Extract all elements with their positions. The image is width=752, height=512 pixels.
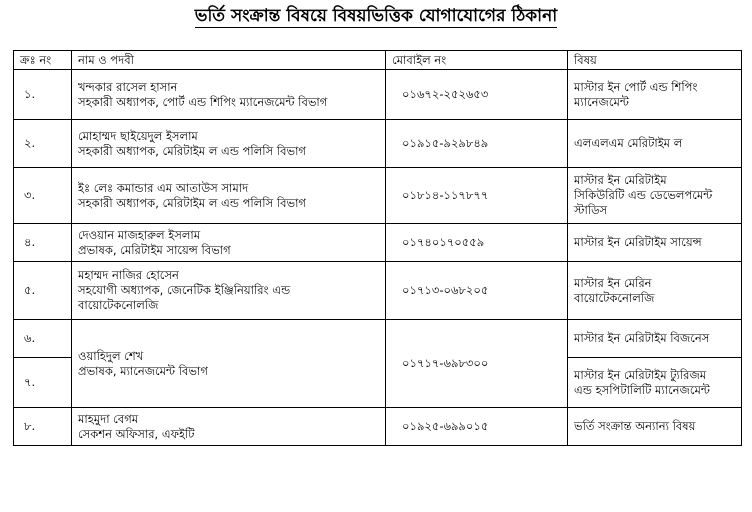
serial-cell: ২.: [14, 120, 72, 168]
subject-line: সিকিউরিটি এন্ড ডেভেলপমেন্ট: [574, 188, 713, 202]
mobile-cell: ০১৯১৫-৯২৯৮৪৯: [386, 120, 568, 168]
contact-table: [13, 50, 742, 446]
name-cell: [72, 70, 386, 120]
person-name: খন্দকার রাসেল হাসান: [78, 79, 178, 94]
designation: সহকারী অধ্যাপক, মেরিটাইম ল এন্ড পলিসি বিভাগ: [78, 143, 306, 158]
name-cell: [72, 120, 386, 168]
serial-cell: ৭.: [14, 358, 72, 408]
subject-cell: [568, 168, 742, 224]
subject-line: স্টাডিস: [574, 203, 608, 217]
designation: সহকারী অধ্যাপক, পোর্ট এন্ড শিপিং ম্যানেজমেন্ট বিভাগ: [78, 94, 328, 109]
mobile-cell: ০১৭৪০১৭০৫৫৯: [386, 224, 568, 262]
table-row: [14, 168, 742, 224]
table-row: [14, 262, 742, 320]
subject-line: মাস্টার ইন মেরিটাইম: [574, 173, 667, 187]
mobile-cell: ০১৭১৩-০৬৮২০৫: [386, 262, 568, 320]
header-name: নাম ও পদবী: [72, 51, 386, 70]
designation: সহযোগী অধ্যাপক, জেনেটিক ইঞ্জিনিয়ারিং এন্ড: [78, 283, 291, 297]
subject-cell: [568, 262, 742, 320]
person-name: মহাম্মদ নাজির হোসেন: [78, 268, 179, 282]
subject-cell: [568, 358, 742, 408]
subject-line: এন্ড হসপিটালিটি ম্যানেজমেন্ট: [574, 382, 710, 397]
mobile-cell: ০১৮১৪-১১৭৮৭৭: [386, 168, 568, 224]
name-cell: [72, 168, 386, 224]
mobile-cell: ০১৯২৫-৬৯৯০১৫: [386, 408, 568, 446]
serial-cell: ৬.: [14, 320, 72, 358]
mobile-cell: ০১৭১৭-৬৯৮৩০০: [386, 320, 568, 408]
subject-cell: [568, 408, 742, 446]
designation: প্রভাষক, মেরিটাইম সায়েন্স বিভাগ: [78, 242, 231, 257]
designation: বায়োটেকনোলজি: [78, 298, 159, 312]
page-title: ভর্তি সংক্রান্ত বিষয়ে বিষয়ভিত্তিক যোগাযোগের ঠিকানা: [194, 6, 558, 26]
person-name: মাহমুদা বেগম: [78, 411, 139, 426]
person-name: ইঃ লেঃ কমান্ডার এম আতাউস সামাদ: [78, 180, 249, 195]
person-name: দেওয়ান মাজহারুল ইসলাম: [78, 227, 201, 242]
subject-line: ম্যানেজমেন্ট: [574, 94, 629, 109]
header-mobile: মোবাইল নং: [386, 51, 568, 70]
subject-cell: [568, 70, 742, 120]
serial-cell: ১.: [14, 70, 72, 120]
mobile-cell: ০১৬৭২-২৫২৬৫৩: [386, 70, 568, 120]
table-row: [14, 320, 742, 358]
subject-line: মাস্টার ইন মেরিন: [574, 275, 652, 290]
table-row: [14, 70, 742, 120]
subject-line: মাস্টার ইন মেরিটাইম সায়েন্স: [574, 235, 702, 249]
table-row: [14, 408, 742, 446]
subject-line: মাস্টার ইন পোর্ট এন্ড শিপিং: [574, 79, 698, 94]
subject-cell: [568, 224, 742, 262]
person-name: মোহাম্মদ ছাইয়েদুল ইসলাম: [78, 128, 198, 143]
designation: প্রভাষক, ম্যানেজমেন্ট বিভাগ: [78, 363, 208, 378]
serial-cell: ৮.: [14, 408, 72, 446]
table-row: [14, 224, 742, 262]
subject-line: বায়োটেকনোলজি: [574, 290, 655, 305]
name-cell: [72, 320, 386, 408]
subject-line: ভর্তি সংক্রান্ত অন্যান্য বিষয়: [574, 419, 696, 433]
serial-cell: ৩.: [14, 168, 72, 224]
table-header-row: [14, 51, 742, 70]
subject-cell: [568, 320, 742, 358]
subject-line: এলএলএম মেরিটাইম ল: [574, 136, 683, 150]
subject-line: মাস্টার ইন মেরিটাইম ট্যুরিজম: [574, 367, 707, 382]
serial-cell: ৪.: [14, 224, 72, 262]
table-row: [14, 120, 742, 168]
name-cell: [72, 262, 386, 320]
header-subject: বিষয়: [568, 51, 742, 70]
designation: সেকশন অফিসার, এফইটি: [78, 426, 195, 441]
subject-line: মাস্টার ইন মেরিটাইম বিজনেস: [574, 331, 710, 345]
name-cell: [72, 224, 386, 262]
name-cell: [72, 408, 386, 446]
person-name: ওয়াহিদুল শেখ: [78, 348, 144, 363]
serial-cell: ৫.: [14, 262, 72, 320]
header-serial: ক্রঃ নং: [14, 51, 72, 70]
subject-cell: [568, 120, 742, 168]
designation: সহকারী অধ্যাপক, মেরিটাইম ল এন্ড পলিসি বিভাগ: [78, 195, 306, 210]
